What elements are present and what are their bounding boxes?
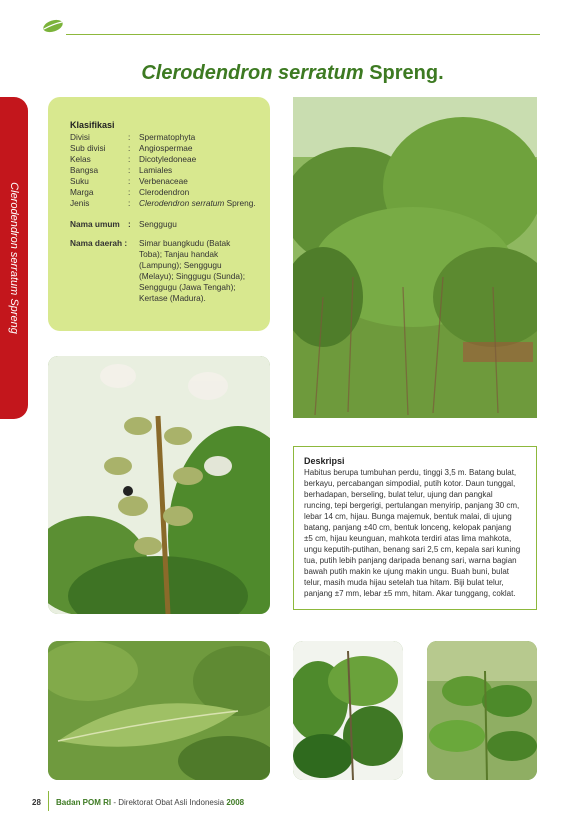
- row-label: Jenis: [70, 198, 90, 208]
- page-title: [0, 62, 585, 85]
- row-value: Verbenaceae: [139, 176, 188, 186]
- description-line: lebar 14 cm, hijau. Bunga majemuk, bentuk malai, di ujung: [304, 512, 512, 521]
- row-colon: :: [128, 154, 131, 164]
- footer-year: 2008: [226, 798, 245, 807]
- description-text: [304, 467, 526, 599]
- description-line: runcing, tepi bergerigi, pertulangan menyirip, panjang 30 cm,: [304, 501, 520, 510]
- row-label: Suku: [70, 176, 89, 186]
- nama-daerah-line: Toba); Tanjau handak: [139, 249, 219, 259]
- description-line: berhadapan, berseling, bulat telur, ujung dan pangkal: [304, 490, 493, 499]
- classification-row: [0, 154, 270, 165]
- branch-photo-image: [293, 641, 403, 780]
- classification-row: [0, 165, 270, 176]
- row-colon: :: [128, 176, 131, 186]
- side-tab-label: Clerodendron serratum Spreng: [8, 182, 20, 334]
- description-line: bawah putih makin ke ujung makin ungu. Buah buni, bulat: [304, 567, 510, 576]
- row-colon: :: [128, 198, 131, 208]
- row-label: Bangsa: [70, 165, 99, 175]
- shrub-photo-image: [293, 97, 537, 418]
- nama-daerah-label: Nama daerah :: [70, 238, 128, 248]
- footer-separator: -: [111, 798, 119, 807]
- leaf-photo-image: [48, 641, 270, 780]
- row-colon: :: [128, 143, 131, 153]
- row-label: Marga: [70, 187, 94, 197]
- nama-umum-value: Senggugu: [139, 219, 177, 229]
- description-heading: Deskripsi: [304, 456, 345, 466]
- description-line: ungu keputih-putihan, benang sari 2,5 cm, kepala sari kuning: [304, 545, 521, 554]
- young-shoot-photo: [427, 641, 537, 780]
- description-line: Habitus berupa tumbuhan perdu, tinggi 3,5 m. Batang bulat,: [304, 468, 517, 477]
- nama-daerah-row: [0, 238, 270, 308]
- classification-row: [0, 198, 270, 209]
- footer-rule: [48, 791, 49, 811]
- page-number: 28: [32, 798, 41, 807]
- row-value: Angiospermae: [139, 143, 193, 153]
- title-author: Spreng.: [369, 62, 444, 84]
- row-value: Clerodendron: [139, 187, 190, 197]
- row-colon: :: [128, 219, 131, 229]
- nama-daerah-line: (Melayu); Singgugu (Sunda);: [139, 271, 246, 281]
- nama-daerah-line: Senggugu (Jawa Tengah);: [139, 282, 236, 292]
- leaf-icon: [42, 18, 64, 34]
- classification-row: [0, 187, 270, 198]
- title-species: Clerodendron serratum: [141, 62, 364, 84]
- row-value: Spermatophyta: [139, 132, 196, 142]
- description-line: berkayu, percabangan simpodial, putih kotor. Daun tunggal,: [304, 479, 516, 488]
- leaf-photo: [48, 641, 270, 780]
- nama-daerah-line: Kertase (Madura).: [139, 293, 206, 303]
- description-line: ±5 cm, hijau keunguan, mahkota terdiri atas lima mahkota,: [304, 534, 512, 543]
- row-colon: :: [128, 165, 131, 175]
- nama-daerah-values: [139, 238, 245, 304]
- nama-daerah-line: (Lampung); Senggugu: [139, 260, 222, 270]
- classification-heading: Klasifikasi: [70, 120, 115, 130]
- description-line: panjang ±7 mm, lebar ±5 mm, hitam. Akar tunggang, coklat.: [304, 589, 516, 598]
- classification-row: [0, 143, 270, 154]
- young-shoot-photo-image: [427, 641, 537, 780]
- flower-photo-image: [48, 356, 270, 614]
- row-label: Divisi: [70, 132, 90, 142]
- species-name: Clerodendron serratum: [139, 198, 225, 208]
- row-label: Kelas: [70, 154, 91, 164]
- description-line: batang, panjang ±40 cm, bentuk lonceng, kelopak panjang: [304, 523, 512, 532]
- classification-row: [0, 132, 270, 143]
- row-label: Sub divisi: [70, 143, 106, 153]
- footer-org: Badan POM RI: [56, 798, 112, 807]
- nama-umum-label: Nama umum: [70, 219, 120, 229]
- description-line: telur, masih muda hijau setelah tua hitam. Biji bulat telur,: [304, 578, 504, 587]
- footer-credit: [56, 798, 244, 807]
- nama-umum-row: [0, 219, 270, 230]
- row-colon: :: [128, 132, 131, 142]
- species-author: Spreng.: [226, 198, 256, 208]
- classification-row: [0, 176, 270, 187]
- row-value: Lamiales: [139, 165, 173, 175]
- nama-daerah-line: Simar buangkudu (Batak: [139, 238, 231, 248]
- description-line: tua, putih lebih panjang daripada benang sari, warna bagian: [304, 556, 517, 565]
- footer-publication: Direktorat Obat Asli Indonesia: [118, 798, 225, 807]
- shrub-photo: [293, 97, 537, 418]
- flower-photo: [48, 356, 270, 614]
- header-rule: [66, 34, 540, 35]
- row-value: Dicotyledoneae: [139, 154, 197, 164]
- row-value: [139, 198, 256, 209]
- row-colon: :: [128, 187, 131, 197]
- branch-photo: [293, 641, 403, 780]
